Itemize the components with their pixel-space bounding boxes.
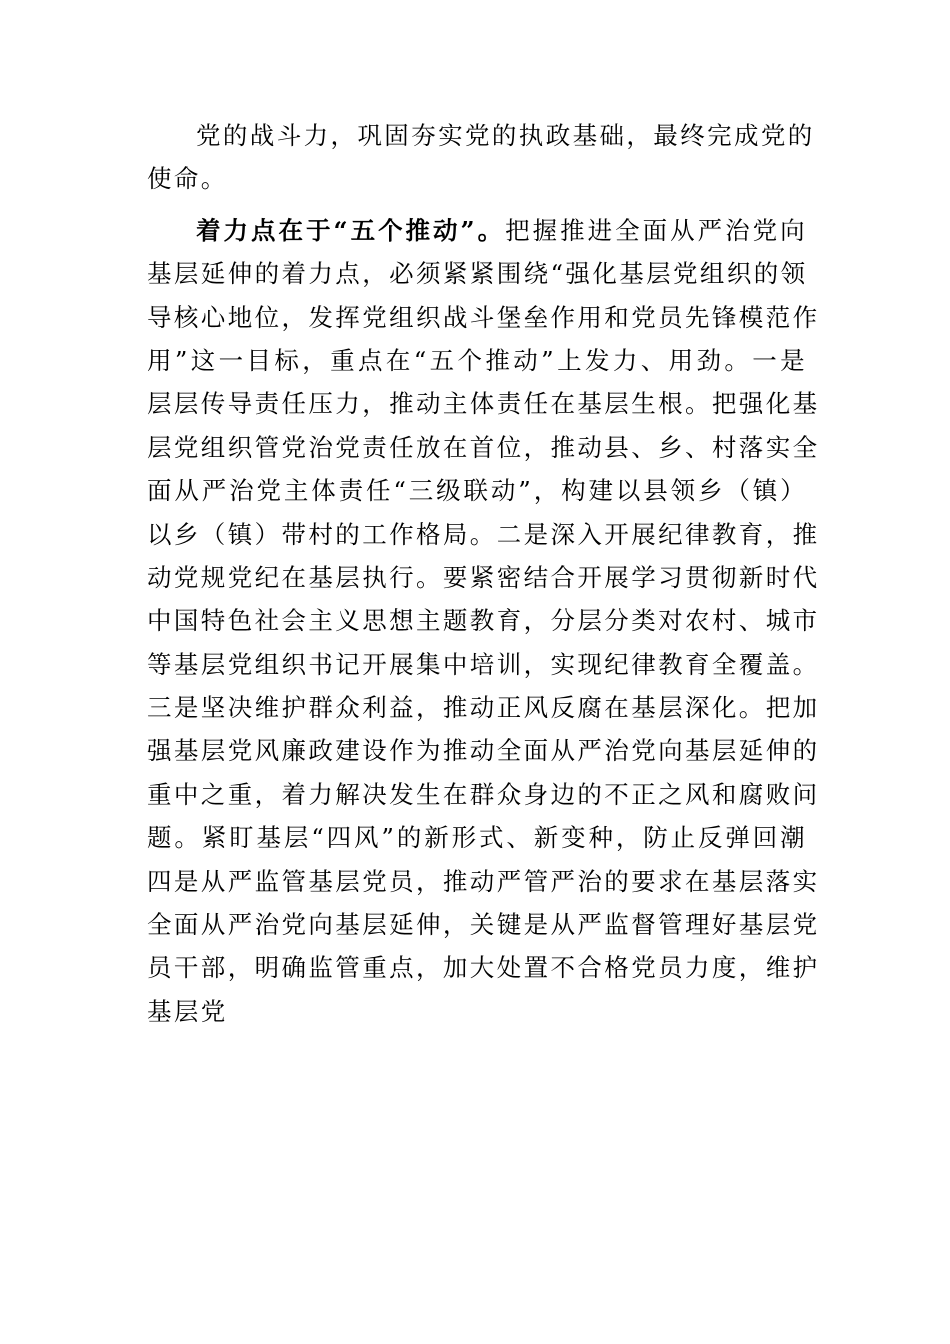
paragraph-1-line-1: 党的战斗力，巩固夯实党的执政基础，最终完成党的 xyxy=(196,121,815,150)
paragraph-2-line: 四是从严监管基层党员，推动严管严治的要求在基层落实 xyxy=(147,866,820,896)
paragraph-2-line: 面从严治党主体责任“三级联动”，构建以县领乡（镇） xyxy=(147,476,807,506)
paragraph-2-line: 层层传导责任压力，推动主体责任在基层生根。把强化基 xyxy=(147,389,820,419)
paragraph-2-line: 基层延伸的着力点，必须紧紧围绕“强化基层党组织的领 xyxy=(147,259,808,289)
body-text xyxy=(147,114,820,1033)
paragraph-2-line: 员干部，明确监管重点，加大处置不合格党员力度，维护 xyxy=(147,953,820,983)
paragraph-2-heading: 着力点在于“五个推动”。 xyxy=(196,215,506,245)
paragraph-2-line: 以乡（镇）带村的工作格局。二是深入开展纪律教育，推 xyxy=(147,519,820,549)
paragraph-2-line: 三是坚决维护群众利益，推动正风反腐在基层深化。把加 xyxy=(147,693,820,723)
paragraph-2-first-line-rest: 把握推进全面从严治党向 xyxy=(505,215,807,245)
paragraph-2-line: 导核心地位，发挥党组织战斗堡垒作用和党员先锋模范作 xyxy=(147,302,820,332)
paragraph-2-line: 强基层党风廉政建设作为推动全面从严治党向基层延伸的 xyxy=(147,736,820,766)
paragraph-2-first-line xyxy=(147,209,807,252)
paragraph-2-line: 动党规党纪在基层执行。要紧密结合开展学习贯彻新时代 xyxy=(147,562,820,592)
paragraph-2-line: 重中之重，着力解决发生在群众身边的不正之风和腐败问 xyxy=(147,779,820,809)
paragraph-2-last-line: 基层党 xyxy=(147,996,228,1026)
paragraph-2-line: 题。紧盯基层“四风”的新形式、新变种，防止反弹回潮 xyxy=(147,823,807,853)
paragraph-1-line-2: 使命。 xyxy=(147,164,228,194)
paragraph-2-line: 用”这一目标，重点在“五个推动”上发力、用劲。一是 xyxy=(147,345,807,375)
paragraph-2-line: 等基层党组织书记开展集中培训，实现纪律教育全覆盖。 xyxy=(147,649,820,679)
paragraph-2-line: 全面从严治党向基层延伸，关键是从严监督管理好基层党 xyxy=(147,910,820,940)
paragraph-2-line: 中国特色社会主义思想主题教育，分层分类对农村、城市 xyxy=(147,606,820,636)
paragraph-2-line: 层党组织管党治党责任放在首位，推动县、乡、村落实全 xyxy=(147,432,820,462)
